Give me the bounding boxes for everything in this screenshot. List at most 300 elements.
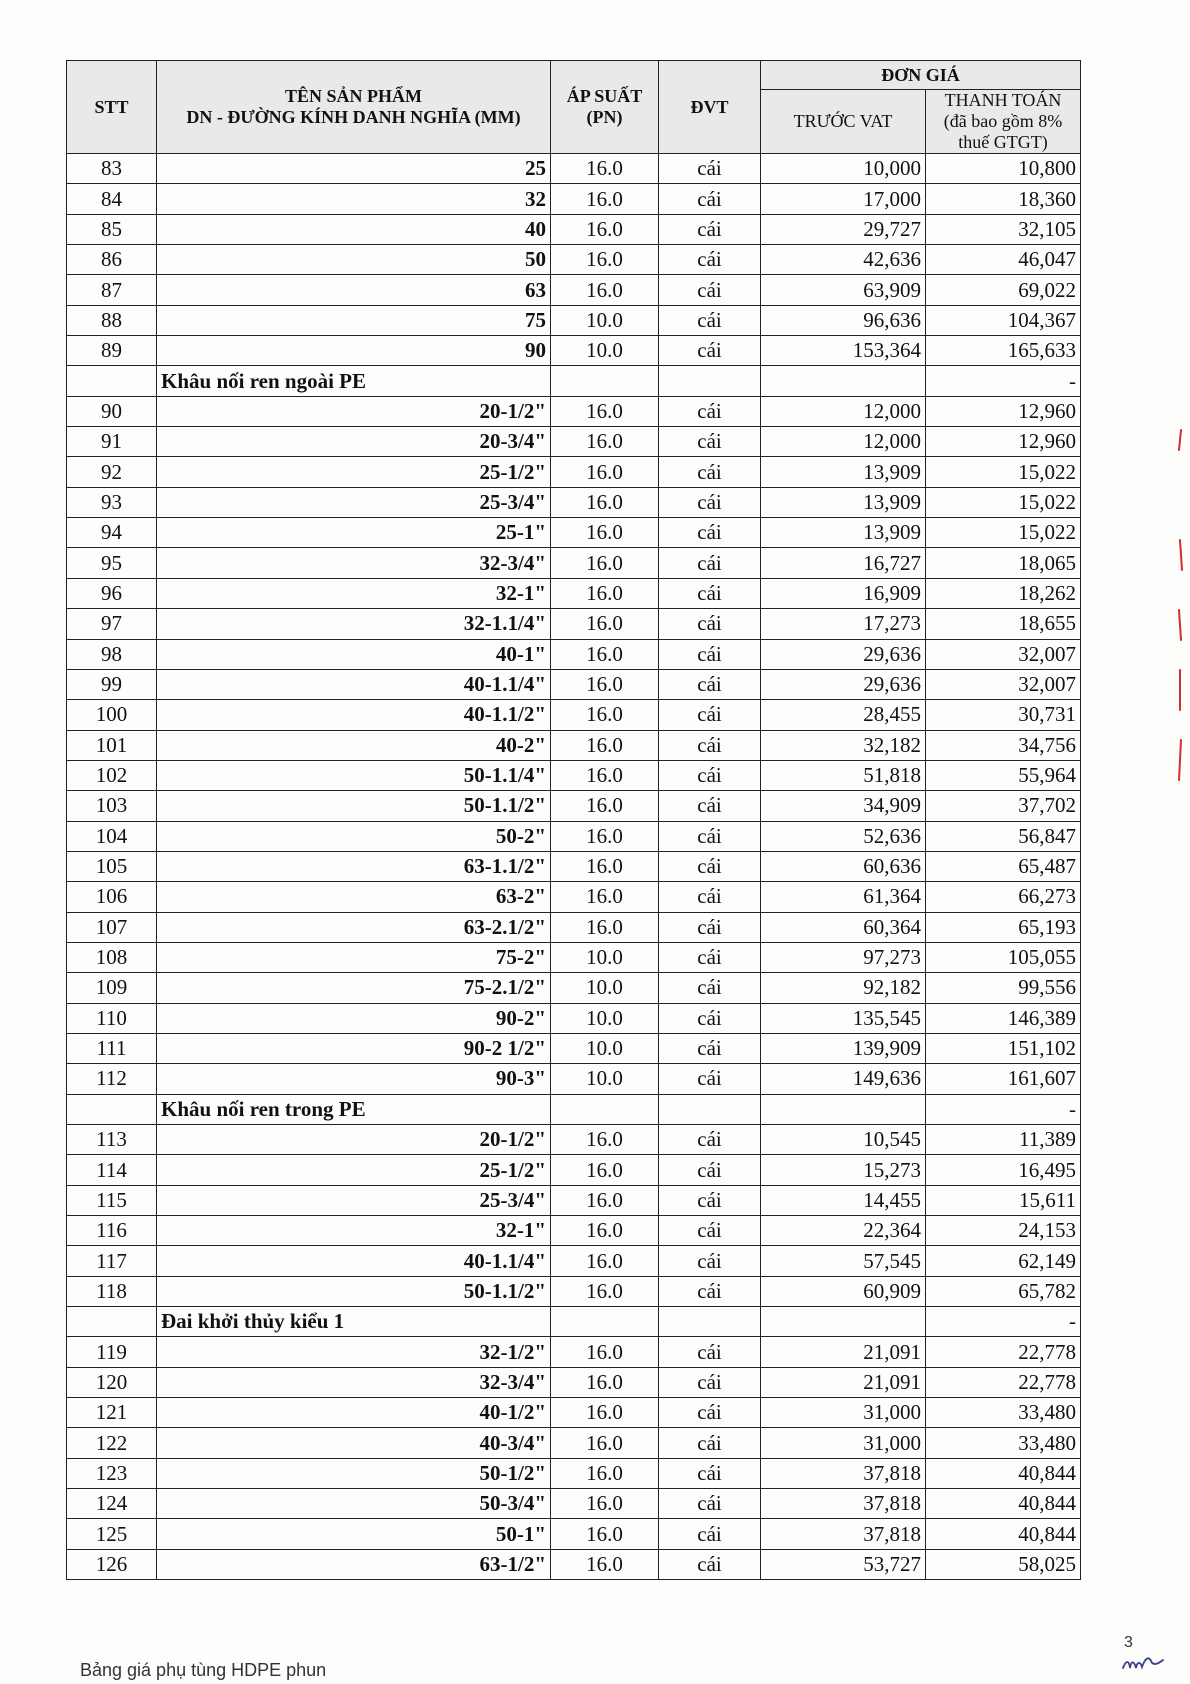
row-price-payment: 12,960 (926, 427, 1081, 457)
row-unit: cái (659, 396, 761, 426)
row-product-size: 32-3/4" (157, 548, 551, 578)
row-price-before-vat: 37,818 (761, 1489, 926, 1519)
row-stt: 125 (67, 1519, 157, 1549)
row-pressure: 10.0 (551, 942, 659, 972)
row-unit: cái (659, 427, 761, 457)
row-unit (659, 1094, 761, 1124)
row-stt: 116 (67, 1216, 157, 1246)
row-price-before-vat (761, 366, 926, 396)
row-unit: cái (659, 1155, 761, 1185)
row-pressure: 16.0 (551, 578, 659, 608)
table-row (67, 1216, 1081, 1246)
section-row (67, 1094, 1081, 1124)
row-price-before-vat: 135,545 (761, 1003, 926, 1033)
row-stt (67, 1094, 157, 1124)
table-row (67, 336, 1081, 366)
row-price-before-vat: 53,727 (761, 1549, 926, 1579)
row-product-size: 40-1/2" (157, 1398, 551, 1428)
row-price-before-vat: 12,000 (761, 427, 926, 457)
row-unit: cái (659, 942, 761, 972)
row-pressure: 16.0 (551, 245, 659, 275)
row-stt: 121 (67, 1398, 157, 1428)
row-price-payment: 65,193 (926, 912, 1081, 942)
row-unit: cái (659, 457, 761, 487)
row-price-before-vat: 10,000 (761, 154, 926, 184)
header-before-vat: TRƯỚC VAT (761, 90, 926, 154)
row-price-payment: 37,702 (926, 791, 1081, 821)
row-unit: cái (659, 1519, 761, 1549)
row-product-size: 40-1.1/4" (157, 1246, 551, 1276)
row-price-payment: 24,153 (926, 1216, 1081, 1246)
row-price-payment: 46,047 (926, 245, 1081, 275)
row-price-before-vat: 14,455 (761, 1185, 926, 1215)
table-row (67, 973, 1081, 1003)
row-pressure: 16.0 (551, 1367, 659, 1397)
row-pressure: 16.0 (551, 609, 659, 639)
row-stt: 99 (67, 669, 157, 699)
table-row (67, 669, 1081, 699)
row-price-payment: 33,480 (926, 1398, 1081, 1428)
row-product-size: 50-1.1/4" (157, 760, 551, 790)
table-row (67, 427, 1081, 457)
row-pressure: 16.0 (551, 1337, 659, 1367)
row-price-before-vat: 57,545 (761, 1246, 926, 1276)
row-unit: cái (659, 973, 761, 1003)
row-price-before-vat: 153,364 (761, 336, 926, 366)
table-row (67, 1458, 1081, 1488)
row-product-size: 75-2.1/2" (157, 973, 551, 1003)
row-pressure: 16.0 (551, 1155, 659, 1185)
price-table (66, 60, 1081, 1580)
table-row (67, 1246, 1081, 1276)
row-price-payment: 151,102 (926, 1033, 1081, 1063)
table-row (67, 245, 1081, 275)
row-unit: cái (659, 760, 761, 790)
row-price-before-vat: 52,636 (761, 821, 926, 851)
row-product-size: 40-2" (157, 730, 551, 760)
row-unit: cái (659, 1337, 761, 1367)
row-unit: cái (659, 184, 761, 214)
table-row (67, 1064, 1081, 1094)
row-price-before-vat: 139,909 (761, 1033, 926, 1063)
row-stt: 92 (67, 457, 157, 487)
row-product-size: 40-1.1/2" (157, 700, 551, 730)
header-payment-line2: (đã bao gồm 8% (943, 111, 1063, 131)
row-stt: 96 (67, 578, 157, 608)
row-price-payment: 62,149 (926, 1246, 1081, 1276)
row-stt: 115 (67, 1185, 157, 1215)
row-product-size: 32-1" (157, 1216, 551, 1246)
row-price-before-vat: 61,364 (761, 882, 926, 912)
row-product-size: 50 (157, 245, 551, 275)
row-price-before-vat: 21,091 (761, 1367, 926, 1397)
row-product-size: 50-2" (157, 821, 551, 851)
table-header (67, 61, 1081, 154)
row-unit: cái (659, 851, 761, 881)
table-row (67, 1276, 1081, 1306)
row-unit: cái (659, 245, 761, 275)
row-unit: cái (659, 578, 761, 608)
row-stt: 109 (67, 973, 157, 1003)
row-unit: cái (659, 1003, 761, 1033)
row-stt: 105 (67, 851, 157, 881)
table-body (67, 154, 1081, 1580)
row-price-payment: 55,964 (926, 760, 1081, 790)
row-unit: cái (659, 669, 761, 699)
row-product-size: 40 (157, 214, 551, 244)
row-pressure: 16.0 (551, 396, 659, 426)
row-pressure (551, 1094, 659, 1124)
row-price-before-vat: 149,636 (761, 1064, 926, 1094)
row-price-payment: 99,556 (926, 973, 1081, 1003)
table-row (67, 214, 1081, 244)
row-unit: cái (659, 1125, 761, 1155)
row-price-payment: 40,844 (926, 1519, 1081, 1549)
row-product-size: 50-1/2" (157, 1458, 551, 1488)
row-stt: 113 (67, 1125, 157, 1155)
row-pressure: 16.0 (551, 1216, 659, 1246)
row-pressure: 16.0 (551, 1489, 659, 1519)
table-row (67, 1185, 1081, 1215)
row-product-size: 32 (157, 184, 551, 214)
row-product-size: 25-1/2" (157, 1155, 551, 1185)
row-price-before-vat: 17,000 (761, 184, 926, 214)
row-stt (67, 366, 157, 396)
row-pressure: 16.0 (551, 912, 659, 942)
row-pressure: 16.0 (551, 1125, 659, 1155)
row-product-size: 25-1/2" (157, 457, 551, 487)
row-product-size: 25-3/4" (157, 1185, 551, 1215)
row-stt: 87 (67, 275, 157, 305)
row-unit: cái (659, 305, 761, 335)
row-price-payment: 69,022 (926, 275, 1081, 305)
row-price-before-vat: 29,636 (761, 639, 926, 669)
row-stt: 103 (67, 791, 157, 821)
row-price-before-vat: 42,636 (761, 245, 926, 275)
row-price-payment: 66,273 (926, 882, 1081, 912)
row-unit: cái (659, 1458, 761, 1488)
table-row (67, 639, 1081, 669)
header-pressure-line2: (PN) (586, 107, 623, 127)
row-product-size: 50-1.1/2" (157, 791, 551, 821)
row-pressure: 16.0 (551, 1398, 659, 1428)
row-product-size: 20-1/2" (157, 1125, 551, 1155)
row-stt: 97 (67, 609, 157, 639)
row-unit: cái (659, 487, 761, 517)
row-product-size: 50-3/4" (157, 1489, 551, 1519)
row-stt: 88 (67, 305, 157, 335)
row-price-before-vat: 13,909 (761, 518, 926, 548)
table-row (67, 912, 1081, 942)
row-unit: cái (659, 275, 761, 305)
row-stt: 107 (67, 912, 157, 942)
row-price-payment: 10,800 (926, 154, 1081, 184)
row-pressure: 16.0 (551, 851, 659, 881)
row-pressure: 16.0 (551, 275, 659, 305)
row-price-payment: 22,778 (926, 1367, 1081, 1397)
row-product-size: 63-1.1/2" (157, 851, 551, 881)
row-stt: 110 (67, 1003, 157, 1033)
header-unit: ĐVT (659, 61, 761, 154)
table-row (67, 154, 1081, 184)
table-row (67, 548, 1081, 578)
row-price-before-vat: 29,636 (761, 669, 926, 699)
row-pressure: 16.0 (551, 882, 659, 912)
table-row (67, 791, 1081, 821)
row-price-payment: 15,022 (926, 518, 1081, 548)
row-price-before-vat: 37,818 (761, 1458, 926, 1488)
row-pressure: 16.0 (551, 548, 659, 578)
section-title: Khâu nối ren ngoài PE (157, 366, 551, 396)
row-price-payment: 32,105 (926, 214, 1081, 244)
row-pressure: 16.0 (551, 518, 659, 548)
row-unit: cái (659, 882, 761, 912)
row-stt: 91 (67, 427, 157, 457)
row-pressure: 16.0 (551, 730, 659, 760)
row-stt: 85 (67, 214, 157, 244)
row-product-size: 25 (157, 154, 551, 184)
row-price-payment: 15,611 (926, 1185, 1081, 1215)
table-row (67, 851, 1081, 881)
row-price-before-vat: 13,909 (761, 457, 926, 487)
row-product-size: 32-1" (157, 578, 551, 608)
row-product-size: 63-2.1/2" (157, 912, 551, 942)
row-stt: 119 (67, 1337, 157, 1367)
edge-stamp-mark-icon (1176, 420, 1184, 840)
row-unit: cái (659, 548, 761, 578)
row-price-payment: 105,055 (926, 942, 1081, 972)
section-title: Đai khởi thủy kiểu 1 (157, 1307, 551, 1337)
row-product-size: 32-3/4" (157, 1367, 551, 1397)
row-product-size: 63-1/2" (157, 1549, 551, 1579)
table-row (67, 578, 1081, 608)
row-price-payment: 65,487 (926, 851, 1081, 881)
row-price-payment: 16,495 (926, 1155, 1081, 1185)
row-price-payment: - (926, 1094, 1081, 1124)
row-pressure: 16.0 (551, 427, 659, 457)
row-product-size: 20-3/4" (157, 427, 551, 457)
row-unit: cái (659, 1064, 761, 1094)
section-row (67, 1307, 1081, 1337)
header-pressure-line1: ÁP SUẤT (566, 86, 643, 106)
row-price-payment: 34,756 (926, 730, 1081, 760)
table-row (67, 1519, 1081, 1549)
row-stt: 90 (67, 396, 157, 426)
row-product-size: 75-2" (157, 942, 551, 972)
row-unit: cái (659, 609, 761, 639)
row-price-payment: 15,022 (926, 457, 1081, 487)
row-pressure: 10.0 (551, 1033, 659, 1063)
table-row (67, 305, 1081, 335)
row-price-before-vat: 51,818 (761, 760, 926, 790)
header-product (157, 61, 551, 154)
row-pressure: 10.0 (551, 305, 659, 335)
row-price-payment: 11,389 (926, 1125, 1081, 1155)
row-unit: cái (659, 518, 761, 548)
row-unit: cái (659, 1549, 761, 1579)
row-unit: cái (659, 730, 761, 760)
row-unit: cái (659, 1367, 761, 1397)
row-stt: 124 (67, 1489, 157, 1519)
row-unit: cái (659, 1398, 761, 1428)
row-stt: 114 (67, 1155, 157, 1185)
row-stt: 111 (67, 1033, 157, 1063)
row-price-payment: 12,960 (926, 396, 1081, 426)
row-product-size: 90-2 1/2" (157, 1033, 551, 1063)
row-price-payment: 33,480 (926, 1428, 1081, 1458)
row-price-payment: 18,655 (926, 609, 1081, 639)
row-product-size: 32-1/2" (157, 1337, 551, 1367)
row-price-before-vat: 92,182 (761, 973, 926, 1003)
row-unit: cái (659, 639, 761, 669)
row-pressure: 16.0 (551, 1549, 659, 1579)
row-stt: 93 (67, 487, 157, 517)
row-product-size: 40-1.1/4" (157, 669, 551, 699)
row-unit: cái (659, 214, 761, 244)
row-product-size: 50-1.1/2" (157, 1276, 551, 1306)
table-row (67, 882, 1081, 912)
row-price-payment: 58,025 (926, 1549, 1081, 1579)
row-stt: 104 (67, 821, 157, 851)
row-product-size: 20-1/2" (157, 396, 551, 426)
row-price-payment: - (926, 366, 1081, 396)
row-price-payment: 18,360 (926, 184, 1081, 214)
table-row (67, 700, 1081, 730)
row-pressure: 16.0 (551, 639, 659, 669)
row-product-size: 40-1" (157, 639, 551, 669)
row-price-payment: 56,847 (926, 821, 1081, 851)
row-pressure: 16.0 (551, 487, 659, 517)
table-row (67, 609, 1081, 639)
header-payment-line3: thuế GTGT) (958, 132, 1048, 152)
row-stt: 108 (67, 942, 157, 972)
row-pressure: 10.0 (551, 336, 659, 366)
row-price-before-vat: 21,091 (761, 1337, 926, 1367)
row-price-payment: 104,367 (926, 305, 1081, 335)
row-price-before-vat: 32,182 (761, 730, 926, 760)
page-number: 3 (1124, 1634, 1133, 1651)
header-pressure (551, 61, 659, 154)
row-product-size: 40-3/4" (157, 1428, 551, 1458)
row-unit: cái (659, 1246, 761, 1276)
table-row (67, 1155, 1081, 1185)
document-title: Bảng giá phụ tùng HDPE phun (80, 1660, 327, 1680)
row-pressure: 10.0 (551, 1064, 659, 1094)
signature-initials-icon (1120, 1650, 1166, 1674)
table-row (67, 1003, 1081, 1033)
table-row (67, 1398, 1081, 1428)
row-unit: cái (659, 1276, 761, 1306)
row-pressure: 16.0 (551, 760, 659, 790)
table-row (67, 1033, 1081, 1063)
row-price-payment: 32,007 (926, 669, 1081, 699)
row-pressure: 10.0 (551, 1003, 659, 1033)
row-price-before-vat: 29,727 (761, 214, 926, 244)
section-title: Khâu nối ren trong PE (157, 1094, 551, 1124)
table-row (67, 518, 1081, 548)
row-unit (659, 1307, 761, 1337)
table-row (67, 942, 1081, 972)
row-pressure: 16.0 (551, 214, 659, 244)
header-stt: STT (67, 61, 157, 154)
table-row (67, 1337, 1081, 1367)
row-unit: cái (659, 336, 761, 366)
row-unit: cái (659, 1185, 761, 1215)
row-price-payment: 30,731 (926, 700, 1081, 730)
row-unit: cái (659, 821, 761, 851)
row-price-payment: 32,007 (926, 639, 1081, 669)
row-price-payment: 40,844 (926, 1458, 1081, 1488)
row-stt: 83 (67, 154, 157, 184)
row-pressure: 16.0 (551, 791, 659, 821)
table-row (67, 1367, 1081, 1397)
row-price-payment: 22,778 (926, 1337, 1081, 1367)
row-price-before-vat: 34,909 (761, 791, 926, 821)
row-price-before-vat: 22,364 (761, 1216, 926, 1246)
row-product-size: 63-2" (157, 882, 551, 912)
row-product-size: 90 (157, 336, 551, 366)
row-price-before-vat: 31,000 (761, 1398, 926, 1428)
row-unit: cái (659, 1489, 761, 1519)
row-stt: 101 (67, 730, 157, 760)
table-row (67, 457, 1081, 487)
table-row (67, 1428, 1081, 1458)
row-stt: 98 (67, 639, 157, 669)
row-stt (67, 1307, 157, 1337)
header-payment-line1: THANH TOÁN (944, 90, 1062, 110)
row-unit: cái (659, 154, 761, 184)
row-price-before-vat: 28,455 (761, 700, 926, 730)
table-row (67, 275, 1081, 305)
row-pressure: 16.0 (551, 1519, 659, 1549)
row-stt: 86 (67, 245, 157, 275)
row-stt: 94 (67, 518, 157, 548)
row-price-before-vat: 63,909 (761, 275, 926, 305)
row-unit: cái (659, 912, 761, 942)
row-price-before-vat: 37,818 (761, 1519, 926, 1549)
row-stt: 84 (67, 184, 157, 214)
row-price-before-vat (761, 1307, 926, 1337)
row-unit: cái (659, 1033, 761, 1063)
table-row (67, 1549, 1081, 1579)
row-price-before-vat: 17,273 (761, 609, 926, 639)
row-product-size: 90-3" (157, 1064, 551, 1094)
row-product-size: 75 (157, 305, 551, 335)
row-pressure: 16.0 (551, 457, 659, 487)
row-pressure: 16.0 (551, 184, 659, 214)
row-stt: 126 (67, 1549, 157, 1579)
header-price-group: ĐƠN GIÁ (761, 61, 1081, 90)
row-pressure: 16.0 (551, 1428, 659, 1458)
row-price-payment: 65,782 (926, 1276, 1081, 1306)
row-pressure: 10.0 (551, 973, 659, 1003)
row-stt: 112 (67, 1064, 157, 1094)
row-unit: cái (659, 1216, 761, 1246)
row-stt: 118 (67, 1276, 157, 1306)
table-row (67, 821, 1081, 851)
row-product-size: 25-1" (157, 518, 551, 548)
row-price-payment: 18,262 (926, 578, 1081, 608)
row-unit (659, 366, 761, 396)
row-stt: 95 (67, 548, 157, 578)
header-product-line2: DN - ĐƯỜNG KÍNH DANH NGHĨA (MM) (186, 107, 521, 127)
row-product-size: 32-1.1/4" (157, 609, 551, 639)
row-price-before-vat: 60,909 (761, 1276, 926, 1306)
header-payment (926, 90, 1081, 154)
row-price-payment: 15,022 (926, 487, 1081, 517)
row-pressure: 16.0 (551, 1185, 659, 1215)
table-row (67, 184, 1081, 214)
